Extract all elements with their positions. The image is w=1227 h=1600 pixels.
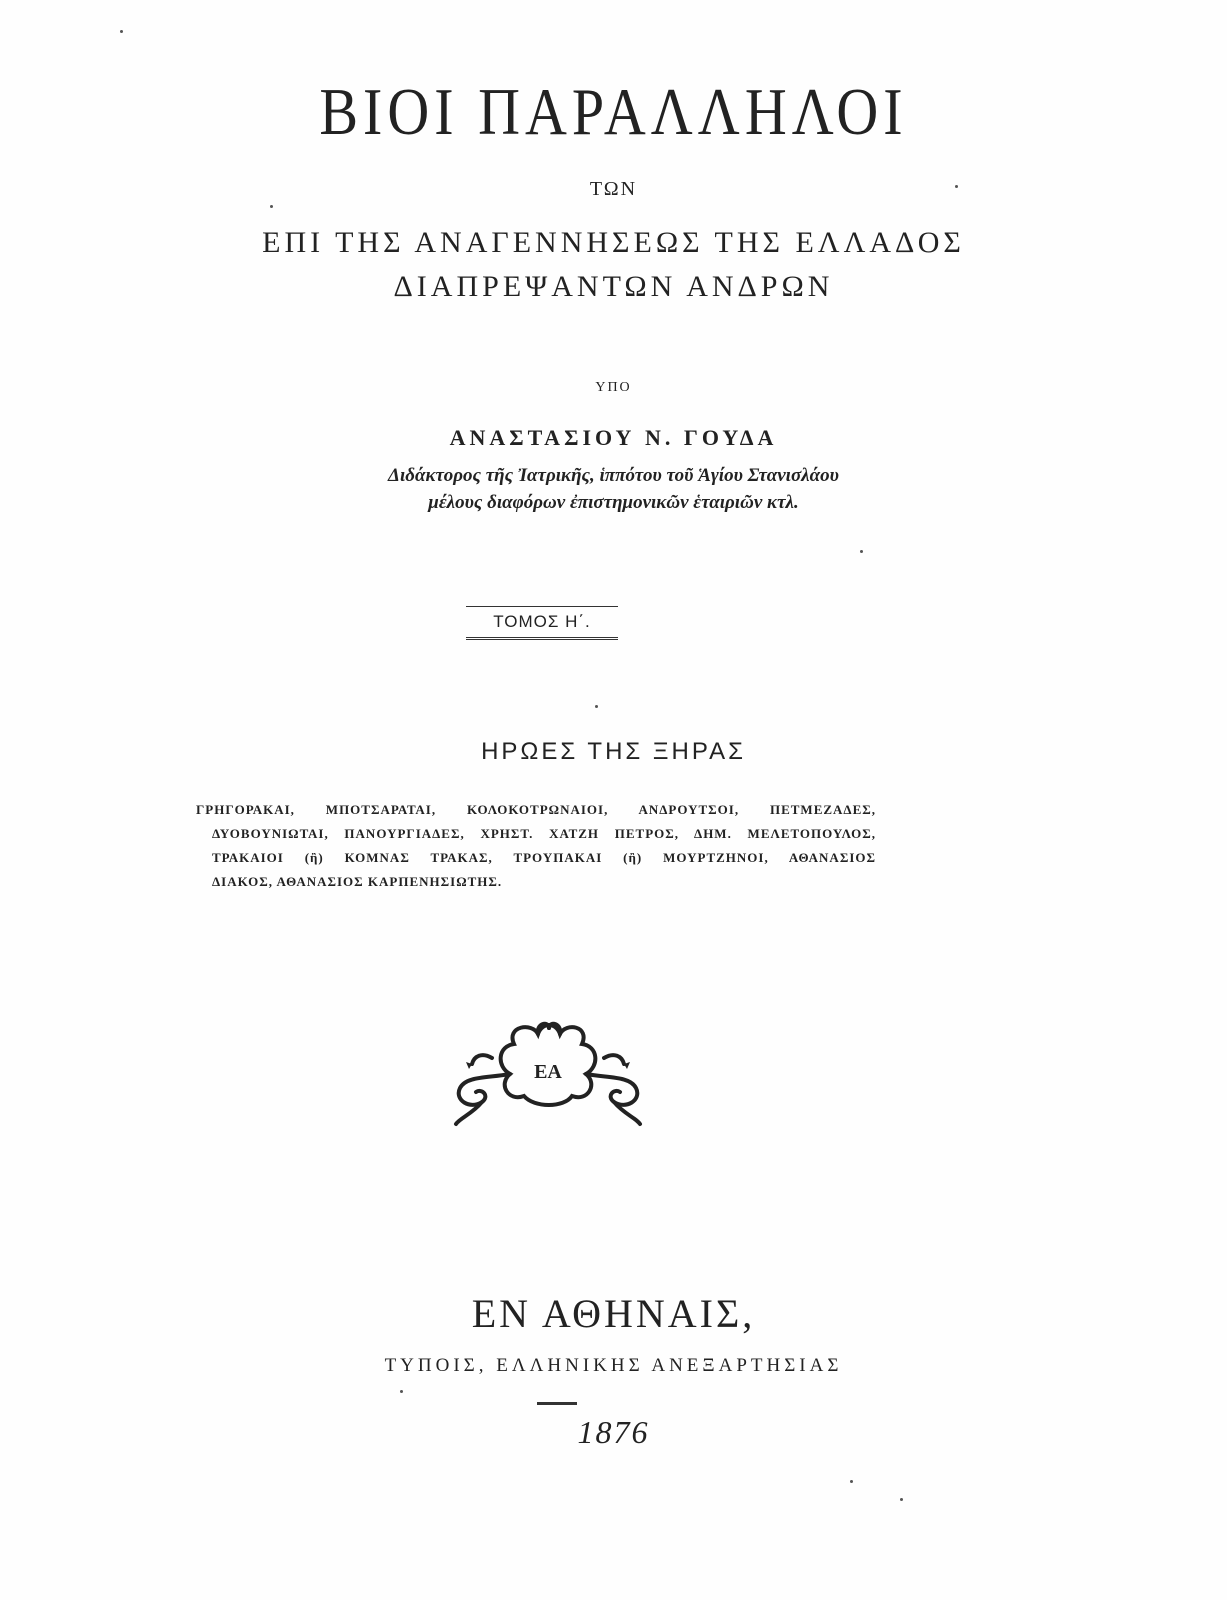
author-credentials-line-2: μέλους διαφόρων ἐπιστημονικῶν ἑταιριῶν κτλ. — [428, 492, 799, 513]
subtitle-line-1: ΕΠΙ ΤΗΣ ΑΝΑΓΕΝΝΗΣΕΩΣ ΤΗΣ ΕΛΛΑΔΟΣ — [262, 226, 965, 259]
hero-names-line: ΤΡΑΚΑΙΟΙ (ἢ) ΚΟΜΝΑΣ ΤΡΑΚΑΣ, ΤΡΟΥΠΑΚΑΙ (ἢ) ΜΟΥΡΤΖΗΝΟΙ, ΑΘΑΝΑΣΙΟΣ — [212, 850, 876, 865]
section-heading: ΗΡΩΕΣ ΤΗΣ ΞΗΡΑΣ — [481, 738, 746, 765]
scan-speck — [400, 1390, 403, 1393]
hero-names-list — [196, 798, 876, 894]
printer-ornament-icon — [452, 1018, 644, 1130]
imprint-year: 1876 — [577, 1414, 650, 1450]
scan-speck — [955, 185, 958, 188]
volume-label: ΤΟΜΟΣ Η΄. — [466, 606, 618, 640]
scan-speck — [860, 550, 863, 553]
imprint-city: ΕΝ ΑΘΗΝΑΙΣ, — [471, 1291, 756, 1336]
imprint-press: ΤΥΠΟΙΣ, ΕΛΛΗΝΙΚΗΣ ΑΝΕΞΑΡΤΗΣΙΑΣ — [384, 1355, 843, 1376]
book-title: ΒΙΟΙ ΠΑΡΑΛΛΗΛΟΙ — [319, 74, 908, 149]
scan-speck — [270, 205, 273, 208]
by-label: ΥΠΟ — [595, 380, 632, 395]
subtitle-line-2: ΔΙΑΠΡΕΨΑΝΤΩΝ ΑΝΔΡΩΝ — [393, 270, 834, 303]
hero-names-line: ΓΡΗΓΟΡΑΚΑΙ, ΜΠΟΤΣΑΡΑΤΑΙ, ΚΟΛΟΚΟΤΡΩΝΑΙΟΙ, ΑΝΔΡΟΥΤΣΟΙ, ΠΕΤΜΕΖΑΔΕΣ, — [196, 802, 876, 817]
subtitle-article: ΤΩΝ — [589, 178, 638, 200]
scan-speck — [850, 1480, 853, 1483]
author-credentials-line-1: Διδάκτορος τῆς Ἰατρικῆς, ἱππότου τοῦ Ἁγίου Στανισλάου — [388, 465, 839, 486]
hero-names-line: ΔΥΟΒΟΥΝΙΩΤΑΙ, ΠΑΝΟΥΡΓΙΑΔΕΣ, ΧΡΗΣΤ. ΧΑΤΖΗ ΠΕΤΡΟΣ, ΔΗΜ. ΜΕΛΕΤΟΠΟΥΛΟΣ, — [212, 826, 876, 841]
author-name: ΑΝΑΣΤΑΣΙΟΥ Ν. ΓΟΥΔΑ — [449, 425, 778, 450]
scan-speck — [900, 1498, 903, 1501]
imprint-rule — [537, 1402, 577, 1405]
scan-speck — [595, 705, 598, 708]
hero-names-line: ΔΙΑΚΟΣ, ΑΘΑΝΑΣΙΟΣ ΚΑΡΠΕΝΗΣΙΩΤΗΣ. — [212, 874, 503, 889]
ornament-monogram: ΕΑ — [534, 1061, 562, 1083]
scan-speck — [120, 30, 123, 33]
